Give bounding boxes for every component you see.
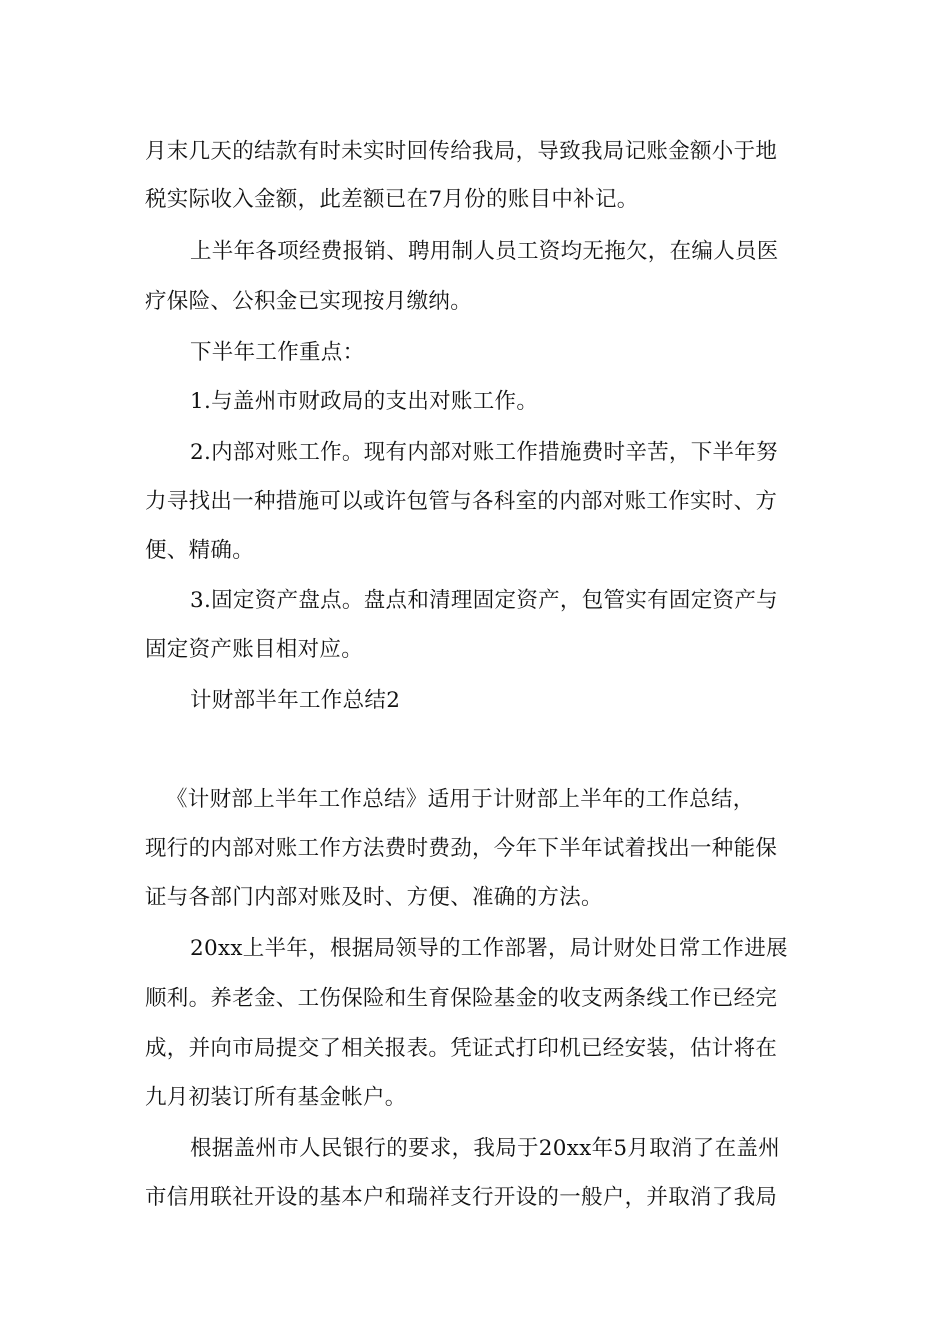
- text-line: 税实际收入金额，此差额已在7月份的账目中补记。: [145, 187, 639, 212]
- section-heading: 计财部半年工作总结2: [190, 688, 401, 713]
- text-line: 固定资产账目相对应。: [145, 637, 364, 662]
- text-line: 3.固定资产盘点。盘点和清理固定资产，包管实有固定资产与: [190, 588, 778, 613]
- text-line: 月末几天的结款有时未实时回传给我局，导致我局记账金额小于地: [145, 139, 778, 164]
- text-line: 20xx上半年，根据局领导的工作部署，局计财处日常工作进展: [190, 936, 788, 961]
- text-line: 根据盖州市人民银行的要求，我局于20xx年5月取消了在盖州: [190, 1136, 780, 1161]
- text-line: 2.内部对账工作。现有内部对账工作措施费时辛苦，下半年努: [190, 440, 778, 465]
- text-line: 疗保险、公积金已实现按月缴纳。: [145, 289, 473, 314]
- text-line: 顺利。养老金、工伤保险和生育保险基金的收支两条线工作已经完: [145, 986, 778, 1011]
- text-line: 现行的内部对账工作方法费时费劲，今年下半年试着找出一种能保: [145, 836, 778, 861]
- text-line: 市信用联社开设的基本户和瑞祥支行开设的一般户，并取消了我局: [145, 1185, 778, 1210]
- text-line: 成，并向市局提交了相关报表。凭证式打印机已经安装，估计将在: [145, 1036, 778, 1061]
- text-line: 上半年各项经费报销、聘用制人员工资均无拖欠，在编人员医: [190, 239, 779, 264]
- text-line: 便、精确。: [145, 538, 255, 563]
- text-line: 《计财部上半年工作总结》适用于计财部上半年的工作总结，: [166, 787, 755, 812]
- text-line: 证与各部门内部对账及时、方便、准确的方法。: [145, 885, 603, 910]
- text-line: 九月初装订所有基金帐户。: [145, 1085, 407, 1110]
- text-line: 下半年工作重点：: [190, 340, 365, 365]
- text-line: 力寻找出一种措施可以或许包管与各科室的内部对账工作实时、方: [145, 489, 778, 514]
- text-line: 1.与盖州市财政局的支出对账工作。: [190, 389, 539, 414]
